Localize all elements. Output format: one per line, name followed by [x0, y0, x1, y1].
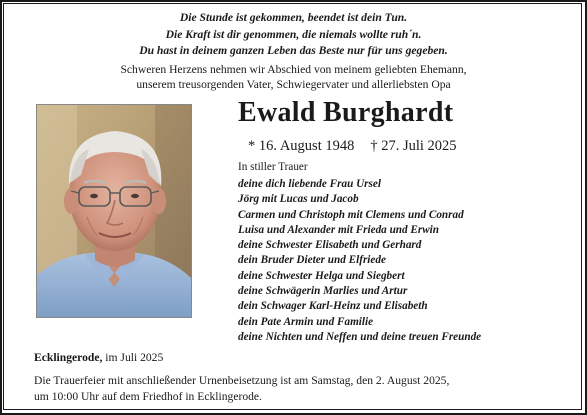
farewell-intro — [0, 62, 587, 92]
mourner-entry: deine Schwägerin Marlies und Artur — [238, 285, 408, 298]
ceremony-info — [34, 373, 449, 404]
place-date: im Juli 2025 — [102, 351, 164, 364]
mourner-entry: Luisa und Alexander mit Frieda und Erwin — [238, 223, 440, 236]
mourner-entry: deine Schwester Helga und Siegbert — [238, 269, 405, 282]
portrait-photo — [36, 104, 192, 318]
place-town: Ecklingerode, — [34, 351, 103, 364]
mourner-entry: Carmen und Christoph mit Clemens und Conrad — [238, 208, 464, 221]
mourner-entry: deine Schwester Elisabeth und Gerhard — [238, 239, 422, 252]
mourning-intro: In stiller Trauer — [238, 161, 308, 173]
mourner-entry: deine Nichten und Neffen und deine treuen Freunde — [238, 330, 482, 343]
mourner-entry: dein Bruder Dieter und Elfriede — [238, 254, 386, 267]
deceased-name: Ewald Burghardt — [238, 97, 454, 128]
death-date: † 27. Juli 2025 — [370, 138, 457, 154]
verse-line: Die Kraft ist dir genommen, die niemals wollte ruh´n. — [165, 27, 422, 41]
verse-line: Die Stunde ist gekommen, beendet ist dein Tun. — [179, 11, 408, 24]
birth-date: * 16. August 1948 — [248, 138, 355, 154]
verse-line: Du hast in deinem ganzen Leben das Beste nur für uns gegeben. — [139, 44, 448, 57]
intro-line: Schweren Herzens nehmen wir Abschied von meinem geliebten Ehemann, — [120, 63, 467, 76]
mourners-list — [238, 177, 481, 345]
ceremony-line: um 10:00 Uhr auf dem Friedhof in Ecklingerode. — [34, 389, 262, 403]
life-dates — [248, 137, 457, 155]
place-and-date — [34, 351, 163, 364]
memorial-verse — [0, 10, 587, 60]
mourner-entry: deine dich liebende Frau Ursel — [238, 178, 381, 190]
mourner-entry: dein Pate Armin und Familie — [238, 315, 374, 328]
mourner-entry: dein Schwager Karl-Heinz und Elisabeth — [238, 300, 428, 313]
mourner-entry: Jörg mit Lucas und Jacob — [238, 193, 359, 206]
intro-line: unserem treusorgenden Vater, Schwiegervater und allerliebsten Opa — [136, 78, 451, 91]
ceremony-line: Die Trauerfeier mit anschließender Urnenbeisetzung ist am Samstag, den 2. August 2025, — [34, 374, 450, 387]
